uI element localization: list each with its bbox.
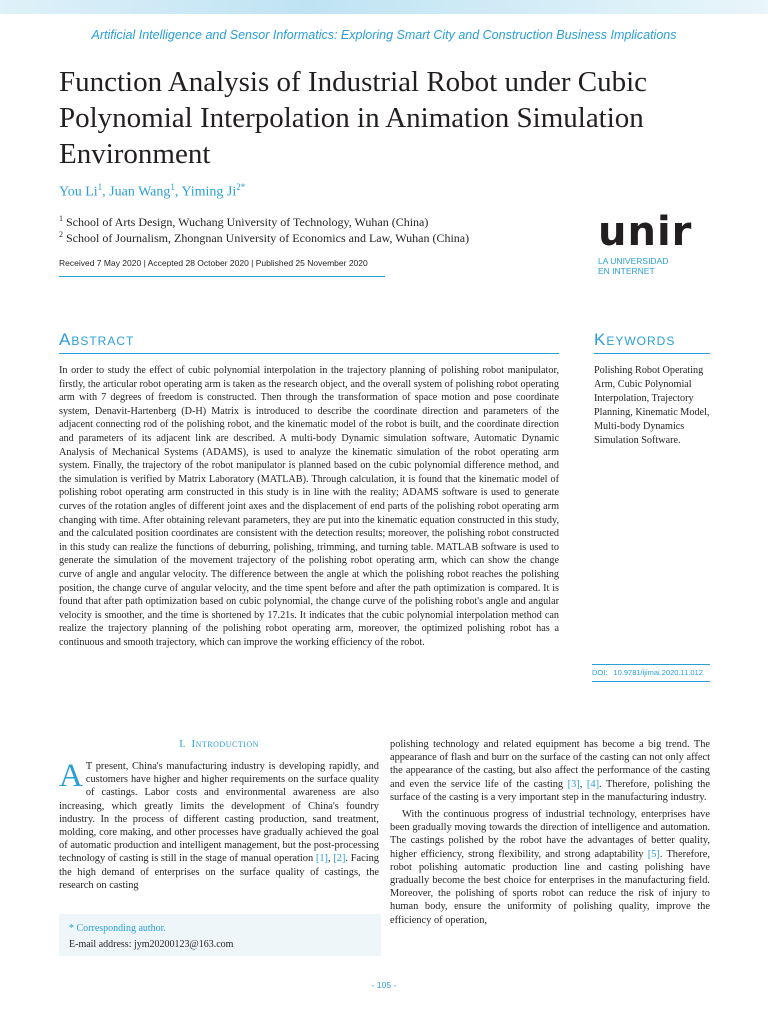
intro-right-column: [390, 738, 710, 927]
doi-link[interactable]: 10.9781/ijimai.2020.11.012: [613, 668, 703, 677]
citation-link[interactable]: [2]: [333, 853, 346, 865]
logo-tagline-1: LA UNIVERSIDAD: [598, 256, 669, 266]
section-title: Introduction: [191, 738, 259, 750]
introduction-heading: [59, 738, 379, 750]
logo-wordmark: unir: [598, 209, 693, 255]
author-separator: ,: [174, 184, 182, 200]
citation-separator: ,: [328, 853, 334, 865]
corresponding-email[interactable]: E-mail address: jym20200123@163.com: [69, 939, 234, 950]
affiliation-text: School of Journalism, Zhongnan University of Economics and Law, Wuhan (China): [63, 231, 470, 245]
paragraph: [390, 808, 710, 927]
citation-link[interactable]: [5]: [647, 848, 660, 860]
citation-link[interactable]: [3]: [567, 778, 580, 790]
author-name[interactable]: You Li: [59, 184, 98, 200]
author-affil-mark: 1: [97, 182, 103, 192]
doi-line[interactable]: [592, 664, 710, 682]
affiliation-text: School of Arts Design, Wuchang University of Technology, Wuhan (China): [63, 215, 429, 229]
abstract-heading: Abstract: [59, 330, 559, 354]
intro-left-column: [59, 760, 379, 892]
author-name[interactable]: Yiming Ji: [181, 184, 237, 200]
drop-cap: A: [59, 758, 83, 794]
author-affil-mark: 2*: [236, 182, 246, 192]
affiliation-2: [59, 230, 469, 246]
paragraph-text: . Facing the high demand of enterprises on the surface quality of castings, the research on casting: [59, 853, 379, 891]
paragraph-text: With the continuous progress of industrial technology, enterprises have been gradually moving towards the direction of intelligence and automation. The castings polished by the robot have the advantages of better quality, higher efficiency, strong flexibility, and strong adaptability: [390, 809, 710, 860]
keywords-heading: Keywords: [594, 330, 710, 354]
keywords-list: Polishing Robot Operating Arm, Cubic Polynomial Interpolation, Trajectory Planning, Kinematic Model, Multi-body Dynamics Simulation Software.: [594, 365, 710, 446]
journal-header: Artificial Intelligence and Sensor Informatics: Exploring Smart City and Construction Business Implications: [91, 28, 677, 42]
author-list: [59, 182, 245, 201]
top-color-band: [0, 0, 768, 14]
publication-dates: Received 7 May 2020 | Accepted 28 October 2020 | Published 25 November 2020: [59, 258, 385, 277]
author-separator: ,: [102, 184, 110, 200]
paragraph: [390, 738, 710, 804]
author-name[interactable]: Juan Wang: [109, 184, 171, 200]
doi-label: DOI:: [592, 668, 608, 677]
affiliation-mark: 2: [59, 230, 63, 239]
logo-tagline-2: EN INTERNET: [598, 266, 655, 276]
abstract-body: In order to study the effect of cubic polynomial interpolation in the trajectory planning of polishing robot manipulator, firstly, the articular robot operating arm is taken as the research object, and the overall system of polishing robot operating arm with 7 degrees of freedom is constructed. Then through the transformation of space motion and pose coordinate system, Denavit-Hartenberg (D-H) Matrix is introduced to describe the coordinate direction and parameters of the adjacent connecting rod of the polishing robot, and the kinematic model of the robot is built, and the coordinate direction and parameters of its adjacent link are described. A multi-body Dynamic simulation software, Automatic Dynamic Analysis of Mechanical Systems (ADAMS), is used to analyze the kinematic simulation of the robot operating arm system. Finally, the trajectory of the robot manipulator is planned based on the cubic polynomial difference method, and the simulation is verified by Matrix Laboratory (MATLAB). Through calculation, it is found that the kinematic model of polishing robot operating arm constructed in this study is in line with the reality; ADAMS software is used to generate curves of the rotation angles of different joint axes and the displacement of end parts of the polishing robot operating arm changing with time. After obtaining relevant parameters, they are put into the kinematic equation constructed in this study, and the calculated position coordinates are consistent with the detection results; moreover, the polishing robot constructed in this study can realize the functions of deburring, polishing, trimming, and turning table. MATLAB software is used to generate the simulation of the movement trajectory of the polishing robot operating arm, which can show the change curve of angle and angular velocity. The difference between the angle at which the polishing robot reaches the polishing position, the change curve of angular velocity, and the time spent before and after the path optimization is compared. It is found that after path optimization based on cubic polynomial, the change curve of the polishing robot's angle and angular velocity is smoother, and the time is shortened by 17.21s. It indicates that the cubic polynomial interpolation method can realize the trajectory planning of the polishing robot operating arm, moreover, the optimized polishing robot has a continuous and smooth trajectory, which can improve the working efficiency of the robot.: [59, 365, 559, 648]
author-affil-mark: 1: [170, 182, 175, 192]
citation-link[interactable]: [1]: [315, 853, 329, 865]
citation-link[interactable]: [4]: [586, 778, 600, 790]
citation-separator: ,: [579, 778, 587, 790]
unir-logo[interactable]: [598, 209, 718, 276]
paper-title: Function Analysis of Industrial Robot under Cubic Polynomial Interpolation in Animation Simulation Environment: [59, 66, 648, 170]
corresponding-author-box: [59, 914, 381, 956]
paragraph-text: . Therefore, robot polishing automatic production line and casting polishing have gradually become the best choice for enterprises in the manufacturing field. Moreover, the polishing of sports robot can reduce the risk of injury to human body, ensure the uniformity of polishing quality, improve the efficiency of operation,: [390, 848, 711, 926]
paragraph-text: . Therefore, polishing the surface of the casting is a very important step in the manufacturing industry.: [390, 778, 710, 803]
paragraph-text: T present, China's manufacturing industry is developing rapidly, and customers have higher and higher requirements on the surface quality of castings. Labor costs and environmental awareness are also increasing, which greatly limits the development of China's foundry industry. In the process of different casting production, sand treatment, molding, core making, and other processes have gradually achieved the goal of automatic production and intelligent management, but the post-processing technology of casting is still in the stage of manual operation: [59, 761, 379, 865]
page-number: - 105 -: [371, 980, 397, 990]
paragraph-text: polishing technology and related equipment has become a big trend. The appearance of flash and burr on the surface of the casting can not only affect the appearance of the casting, but also affect the performance of the casting and even the service life of the casting: [390, 739, 710, 790]
corresponding-label: * Corresponding author.: [69, 923, 166, 934]
affiliation-1: [59, 214, 428, 230]
section-number: I.: [179, 738, 186, 750]
affiliation-mark: 1: [59, 214, 63, 223]
